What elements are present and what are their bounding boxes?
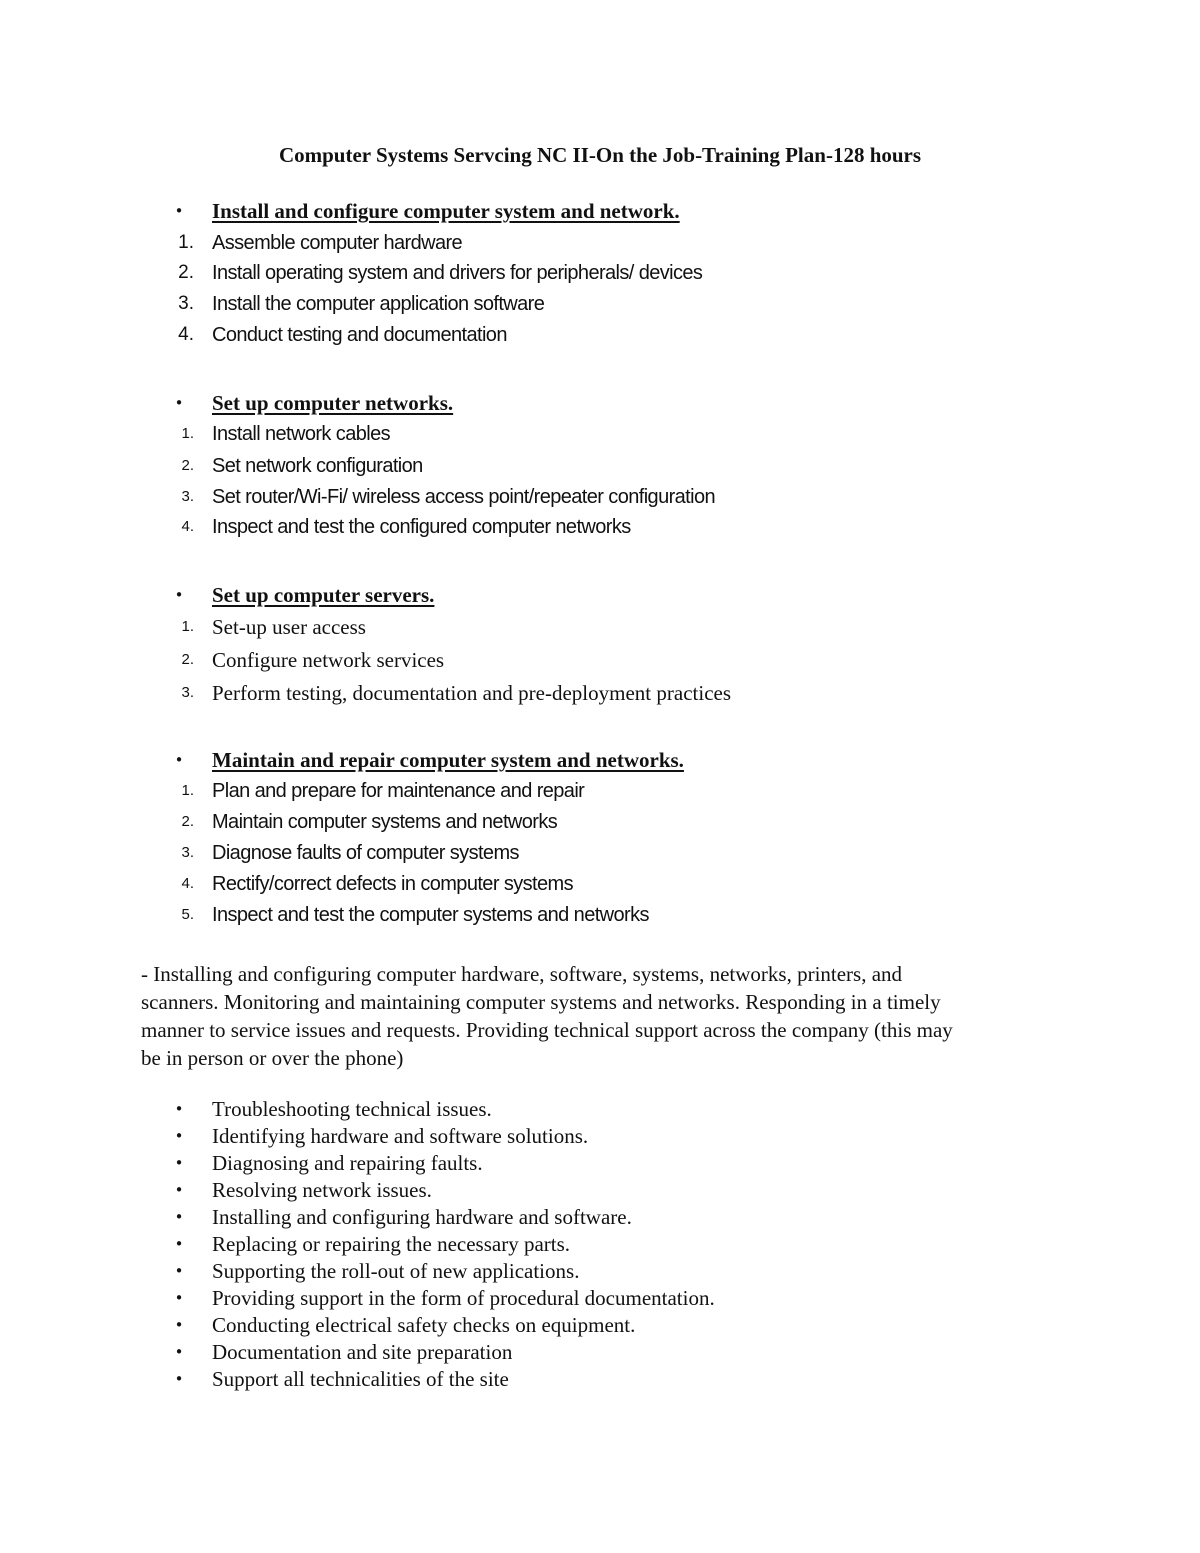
bullet-icon: • [174,751,184,769]
list-item-text: Maintain computer systems and networks [212,811,558,833]
duty-text: Troubleshooting technical issues. [212,1097,492,1121]
list-item [0,776,1200,806]
document-title: Computer Systems Servcing NC II-On the Job-Training Plan-128 hours [278,143,922,167]
list-item [0,678,1200,708]
duty-item [0,1339,1200,1366]
section-heading-text: Set up computer networks. [212,391,454,415]
list-item-text: Set network configuration [212,455,423,477]
list-item-text: Inspect and test the computer systems and networks [212,904,649,926]
list-item-text: Rectify/correct defects in computer systems [212,873,573,895]
paragraph-line: be in person or over the phone) [141,1046,404,1070]
duty-item [0,1150,1200,1177]
duty-text: Documentation and site preparation [212,1340,513,1364]
list-item-number: 2. [181,813,194,830]
list-item [0,807,1200,837]
list-item [0,838,1200,868]
bullet-icon: • [174,1181,184,1199]
list-item-text: Perform testing, documentation and pre-deployment practices [212,681,732,705]
duty-text: Replacing or repairing the necessary parts. [212,1232,571,1256]
duty-text: Supporting the roll-out of new applications. [212,1259,580,1283]
duty-item [0,1204,1200,1231]
list-item-text: Set-up user access [212,615,366,639]
list-item [0,645,1200,675]
duty-item [0,1231,1200,1258]
list-item-number: 3. [181,844,194,861]
list-item [0,451,1200,481]
bullet-icon: • [174,1127,184,1145]
list-item-number: 4. [181,518,194,535]
bullet-icon: • [174,394,184,412]
list-item-number: 2. [181,651,194,668]
list-item-text: Plan and prepare for maintenance and repair [212,780,585,802]
section-heading [0,745,1200,775]
duty-text: Conducting electrical safety checks on equipment. [212,1313,636,1337]
bullet-icon: • [174,1154,184,1172]
list-item [0,482,1200,512]
list-item-number: 3. [181,684,194,701]
list-item [0,900,1200,930]
list-item-number: 3. [178,293,194,314]
list-item-text: Inspect and test the configured computer networks [212,516,631,538]
list-item-number: 1. [181,425,194,442]
list-item-text: Install operating system and drivers for peripherals/ devices [212,262,703,284]
list-item [0,320,1200,350]
paragraph-line: manner to service issues and requests. Providing technical support across the company (this may [141,1018,953,1042]
section-heading [0,580,1200,610]
section-heading-text: Maintain and repair computer system and networks. [212,748,684,772]
description-paragraph [141,960,1061,1072]
list-item-number: 1. [181,782,194,799]
duty-text: Providing support in the form of procedural documentation. [212,1286,715,1310]
section-heading-text: Install and configure computer system and network. [212,199,680,223]
duty-item [0,1096,1200,1123]
section-heading [0,196,1200,226]
bullet-icon: • [174,202,184,220]
bullet-icon: • [174,1208,184,1226]
duty-text: Identifying hardware and software solutions. [212,1124,589,1148]
list-item-text: Install the computer application software [212,293,545,315]
list-item [0,228,1200,258]
list-item-text: Configure network services [212,648,445,672]
bullet-icon: • [174,1235,184,1253]
bullet-icon: • [174,1289,184,1307]
list-item-text: Assemble computer hardware [212,232,463,254]
list-item-text: Diagnose faults of computer systems [212,842,519,864]
bullet-icon: • [174,1370,184,1388]
list-item [0,869,1200,899]
list-item-number: 1. [178,232,194,253]
bullet-icon: • [174,586,184,604]
paragraph-line: scanners. Monitoring and maintaining computer systems and networks. Responding in a timely [141,990,941,1014]
list-item-text: Install network cables [212,423,391,445]
duty-item [0,1285,1200,1312]
bullet-icon: • [174,1316,184,1334]
bullet-icon: • [174,1343,184,1361]
duty-item [0,1258,1200,1285]
duty-text: Installing and configuring hardware and software. [212,1205,632,1229]
list-item-number: 3. [181,488,194,505]
list-item-text: Conduct testing and documentation [212,324,507,346]
list-item [0,289,1200,319]
section-heading [0,388,1200,418]
list-item [0,419,1200,449]
list-item-number: 2. [181,457,194,474]
duty-text: Resolving network issues. [212,1178,432,1202]
paragraph-line: - Installing and configuring computer hardware, software, systems, networks, printers, and [141,962,903,986]
bullet-icon: • [174,1100,184,1118]
list-item-number: 2. [178,262,194,283]
list-item [0,512,1200,542]
bullet-icon: • [174,1262,184,1280]
list-item-number: 5. [181,906,194,923]
list-item-text: Set router/Wi-Fi/ wireless access point/repeater configuration [212,486,716,508]
list-item-number: 1. [181,618,194,635]
duty-item [0,1177,1200,1204]
list-item [0,612,1200,642]
duty-item [0,1366,1200,1393]
list-item [0,258,1200,288]
section-heading-text: Set up computer servers. [212,583,435,607]
list-item-number: 4. [181,875,194,892]
duty-text: Diagnosing and repairing faults. [212,1151,483,1175]
list-item-number: 4. [178,324,194,345]
duty-text: Support all technicalities of the site [212,1367,509,1391]
duty-item [0,1123,1200,1150]
duty-item [0,1312,1200,1339]
